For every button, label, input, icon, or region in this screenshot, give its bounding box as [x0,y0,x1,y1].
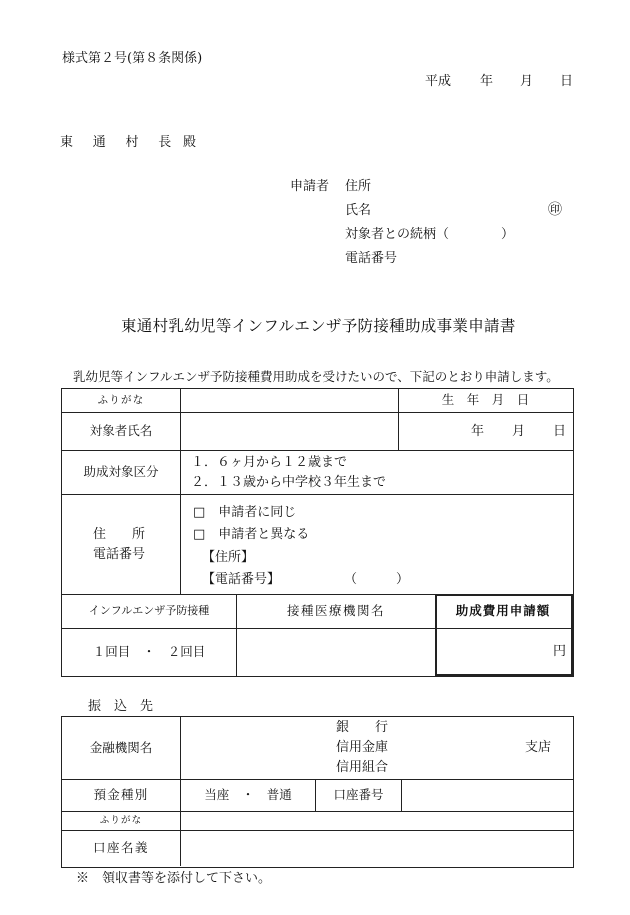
phone-bracket-label: 【電話番号】 [202,572,281,587]
dose-selector[interactable]: １回目 ・ ２回目 [92,643,206,659]
applicant-relation-label: 対象者との続柄（ ） [345,227,515,242]
date-year: 年 [480,74,494,89]
col-divider [401,779,402,811]
phone-paren: （ ） [344,572,410,587]
applicant-phone-label: 電話番号 [345,251,398,266]
addressee-name: 東 通 村 長 [60,135,179,150]
account-number-label: 口座番号 [333,787,384,803]
category-label: 助成対象区分 [83,464,159,480]
credit-bank-option: 信用金庫 [336,740,389,755]
document-title: 東通村乳幼児等インフルエンザ予防接種助成事業申請書 [121,317,516,335]
date-era: 平成 [425,74,452,89]
same-as-applicant-checkbox[interactable]: □ 申請者に同じ [193,505,297,520]
account-holder-label: 口座名義 [92,840,149,856]
institution-label: 金融機関名 [89,739,153,755]
date-day: 日 [560,74,574,89]
subject-name-label: 対象者氏名 [89,423,153,439]
vaccine-label: インフルエンザ予防接種 [88,604,210,618]
applicant-label: 申請者 [290,179,330,194]
birth-date-label: 生 年 月 日 [441,392,530,408]
bank-option: 銀 行 [336,720,389,735]
applicant-name-label: 氏名 [345,203,372,218]
category-option-1: １．６ヶ月から１２歳まで [191,455,348,470]
col-divider [180,388,181,594]
different-from-applicant-checkbox[interactable]: □ 申請者と異なる [193,527,310,542]
birth-year: 年 [471,424,485,439]
seal-mark: ㊞ [548,202,562,218]
holder-furigana-label: ふりがな [99,814,143,826]
row-divider [436,628,570,629]
yen-unit: 円 [553,644,567,659]
furigana-label: ふりがな [97,393,145,406]
birth-day: 日 [553,424,567,439]
form-number: 様式第２号(第８条関係) [62,51,203,66]
credit-union-option: 信用組合 [336,760,389,775]
address-label: 住 所 [93,527,146,542]
clinic-label: 接種医療機関名 [286,603,385,619]
address-bracket-label: 【住所】 [202,550,255,565]
amount-label: 助成費用申請額 [455,603,551,619]
row-divider [61,494,573,495]
date-month: 月 [520,74,534,89]
transfer-heading: 振 込 先 [88,699,154,714]
branch-label: 支店 [525,740,552,755]
receipt-note: ※ 領収書等を添付して下さい。 [76,871,272,886]
applicant-address-label: 住所 [345,179,372,194]
birth-month: 月 [512,424,526,439]
intro-text: 乳幼児等インフルエンザ予防接種費用助成を受けたいので、下記のとおり申請します。 [73,369,559,384]
deposit-type-selector[interactable]: 当座 ・ 普通 [204,787,292,803]
addressee-honorific: 殿 [183,135,197,150]
category-option-2: ２．１３歳から中学校３年生まで [191,475,387,490]
phone-label: 電話番号 [93,547,146,562]
deposit-type-label: 預金種別 [93,787,149,803]
